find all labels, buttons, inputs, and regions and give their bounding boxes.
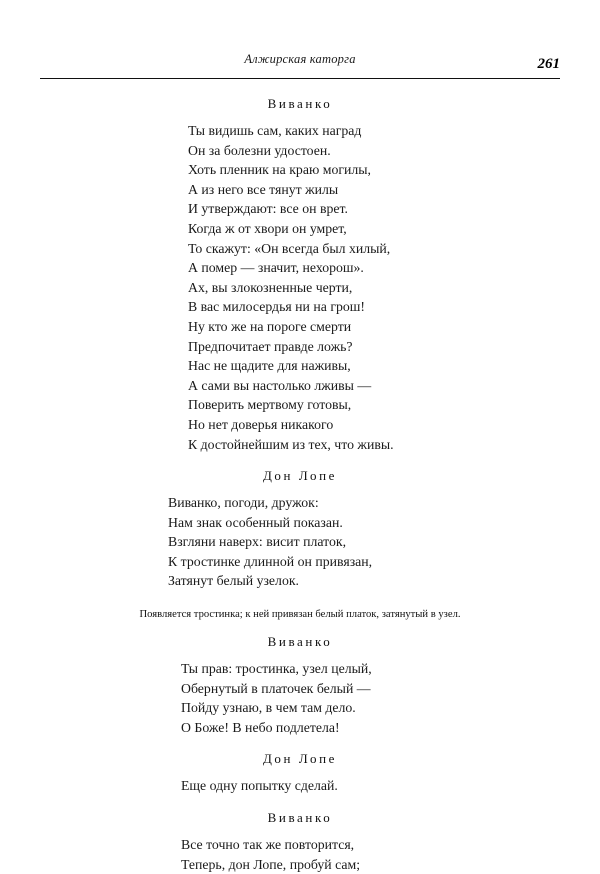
verse-line: А помер — значит, нехорош». [188, 260, 364, 276]
running-title: Алжирская каторга [244, 52, 356, 66]
header-rule [40, 78, 560, 79]
verse-line: К достойнейшим из тех, что живы. [188, 436, 394, 452]
verse-line: Нам знак особенный показан. [168, 514, 343, 530]
verse-line: А из него все тянут жилы [188, 181, 339, 197]
page-content [40, 88, 560, 874]
verse-line: Все точно так же повторится, [181, 837, 355, 853]
speaker-name: Виванко [267, 634, 333, 650]
verse-line: Теперь, дон Лопе, пробуй сам; [181, 856, 361, 872]
verse-line: Он за болезни удостоен. [188, 142, 331, 158]
speaker-name: Дон Лопе [262, 468, 338, 484]
verse-line: Ах, вы злокозненные черти, [188, 279, 353, 295]
verse-line: Взгляни наверх: висит платок, [168, 534, 347, 550]
verse-block [40, 776, 560, 796]
verse-line: Когда ж от хвори он умрет, [188, 220, 347, 236]
verse-line: О Боже! В небо подлетела! [181, 719, 340, 735]
verse-line: И утверждают: все он врет. [188, 201, 348, 217]
verse-line: Но нет доверья никакого [188, 416, 334, 432]
verse-block [40, 493, 560, 591]
verse-block [40, 121, 560, 454]
verse-line: Пойду узнаю, в чем там дело. [181, 700, 356, 716]
verse-line: Ты прав: тростинка, узел целый, [181, 661, 372, 677]
page-number: 261 [537, 56, 560, 72]
verse-line: В вас милосердья ни на грош! [188, 299, 366, 315]
verse-line: Ты видишь сам, каких наград [188, 123, 362, 138]
verse-line: Нас не щадите для наживы, [188, 358, 351, 374]
verse-line: То скажут: «Он всегда был хилый, [188, 240, 391, 256]
verse-line: К тростинке длинной он привязан, [168, 553, 373, 569]
speaker-name: Виванко [267, 96, 333, 111]
verse-line: Ну кто же на пороге смерти [188, 318, 352, 334]
verse-line: Хоть пленник на краю могилы, [188, 162, 371, 178]
verse-line: Предпочитает правде ложь? [188, 338, 353, 354]
speaker-name: Виванко [267, 810, 333, 826]
verse-line: Затянут белый узелок. [168, 573, 299, 589]
verse-line: Поверить мертвому готовы, [188, 397, 352, 413]
verse-line: Виванко, погоди, дружок: [168, 495, 319, 511]
verse-block [40, 835, 560, 874]
speaker-name: Дон Лопе [262, 751, 338, 767]
verse-block [40, 659, 560, 737]
verse-line: А сами вы настолько лживы — [188, 377, 372, 393]
verse-line: Еще одну попытку сделай. [181, 778, 338, 794]
stage-direction: Появляется тростинка; к ней привязан белый платок, затянутый в узел. [139, 609, 461, 621]
verse-line: Обернутый в платочек белый — [181, 680, 371, 696]
page-header [40, 52, 560, 74]
